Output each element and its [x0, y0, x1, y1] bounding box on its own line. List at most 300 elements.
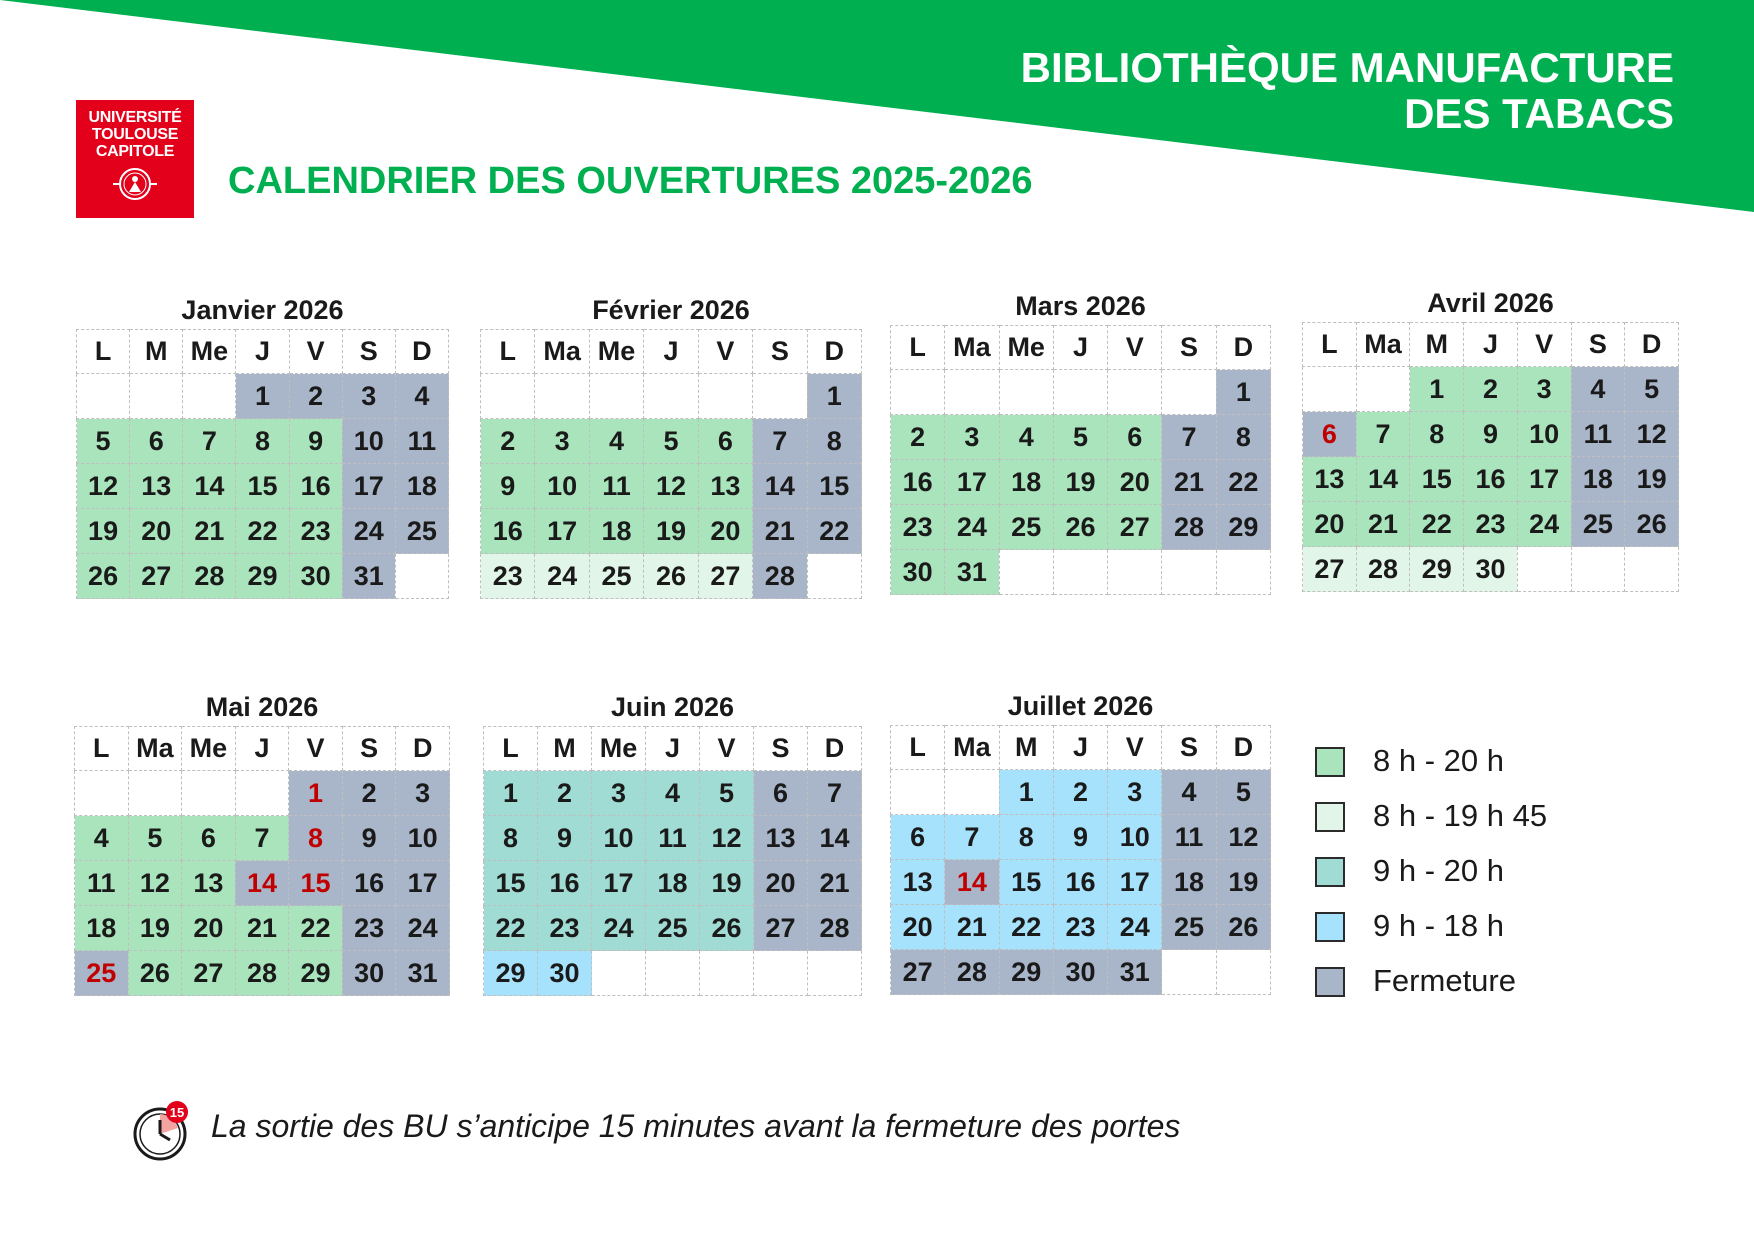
- weekday-header: V: [698, 330, 752, 374]
- day-cell: 20: [891, 905, 945, 950]
- legend-swatch: [1315, 802, 1345, 832]
- weekday-header: S: [754, 727, 808, 771]
- day-cell: 26: [1216, 905, 1270, 950]
- day-cell: 29: [1410, 547, 1464, 592]
- calendar-grid: [76, 329, 449, 599]
- weekday-header: D: [1625, 323, 1679, 367]
- day-cell: 7: [945, 815, 999, 860]
- day-cell: 23: [1464, 502, 1518, 547]
- empty-day-cell: [183, 374, 236, 419]
- day-cell: 31: [396, 951, 450, 996]
- day-cell: 18: [395, 464, 448, 509]
- logo-text-line2: TOULOUSE: [91, 126, 179, 143]
- day-cell: 9: [538, 816, 592, 861]
- day-cell: 27: [1108, 505, 1162, 550]
- day-cell: 30: [289, 554, 342, 599]
- day-cell: 30: [1464, 547, 1518, 592]
- day-cell: 12: [1625, 412, 1679, 457]
- day-cell: 27: [698, 554, 752, 599]
- day-cell: 3: [1517, 367, 1571, 412]
- weekday-header: M: [538, 727, 592, 771]
- weekday-header-row: [481, 330, 862, 374]
- day-cell: 26: [128, 951, 182, 996]
- weekday-header: L: [891, 326, 945, 370]
- day-cell: 8: [484, 816, 538, 861]
- day-cell: 12: [128, 861, 182, 906]
- day-cell: 19: [77, 509, 130, 554]
- week-row: [481, 374, 862, 419]
- day-cell: 9: [289, 419, 342, 464]
- weekday-header: V: [289, 727, 343, 771]
- weekday-header: L: [77, 330, 130, 374]
- day-cell: 2: [1053, 770, 1107, 815]
- day-cell: 6: [130, 419, 183, 464]
- week-row: [75, 771, 450, 816]
- day-cell: 1: [807, 374, 861, 419]
- week-row: [891, 815, 1271, 860]
- day-cell: 2: [342, 771, 396, 816]
- day-cell: 28: [753, 554, 807, 599]
- day-cell: 6: [754, 771, 808, 816]
- day-cell: 10: [535, 464, 589, 509]
- week-row: [77, 374, 449, 419]
- weekday-header: V: [1108, 726, 1162, 770]
- weekday-header: D: [1216, 326, 1270, 370]
- weekday-header: L: [891, 726, 945, 770]
- week-row: [481, 464, 862, 509]
- day-cell: 6: [698, 419, 752, 464]
- weekday-header: V: [700, 727, 754, 771]
- day-cell: 22: [236, 509, 289, 554]
- day-cell: 2: [1464, 367, 1518, 412]
- legend-label: Fermeture: [1373, 963, 1516, 998]
- day-cell: 4: [1571, 367, 1625, 412]
- day-cell: 4: [589, 419, 643, 464]
- day-cell: 9: [1464, 412, 1518, 457]
- weekday-header: J: [1053, 326, 1107, 370]
- day-cell: 15: [999, 860, 1053, 905]
- weekday-header-row: [891, 726, 1271, 770]
- day-cell: 31: [342, 554, 395, 599]
- day-cell: 29: [484, 951, 538, 996]
- day-cell: 21: [183, 509, 236, 554]
- day-cell: 28: [183, 554, 236, 599]
- day-cell: 18: [75, 906, 129, 951]
- day-cell: 29: [289, 951, 343, 996]
- weekday-header-row: [1303, 323, 1679, 367]
- weekday-header: V: [289, 330, 342, 374]
- day-cell: 8: [1216, 415, 1270, 460]
- day-cell: 26: [77, 554, 130, 599]
- empty-day-cell: [1356, 367, 1410, 412]
- empty-day-cell: [1162, 550, 1216, 595]
- day-cell: 18: [589, 509, 643, 554]
- empty-day-cell: [535, 374, 589, 419]
- day-cell: 23: [289, 509, 342, 554]
- day-cell: 24: [396, 906, 450, 951]
- day-cell: 18: [646, 861, 700, 906]
- day-cell: 20: [698, 509, 752, 554]
- weekday-header: M: [999, 726, 1053, 770]
- day-cell: 22: [1410, 502, 1464, 547]
- day-cell: 29: [1216, 505, 1270, 550]
- day-cell: 28: [235, 951, 289, 996]
- legend-label: 8 h - 20 h: [1373, 743, 1504, 778]
- day-cell: 25: [999, 505, 1053, 550]
- empty-day-cell: [592, 951, 646, 996]
- week-row: [891, 950, 1271, 995]
- weekday-header: Me: [589, 330, 643, 374]
- week-row: [1303, 412, 1679, 457]
- day-cell: 23: [342, 906, 396, 951]
- month-title: Mars 2026: [1015, 291, 1146, 321]
- month-january: [76, 291, 449, 599]
- day-cell: 23: [891, 505, 945, 550]
- day-cell: 19: [644, 509, 698, 554]
- empty-day-cell: [999, 370, 1053, 415]
- week-row: [891, 860, 1271, 905]
- weekday-header: D: [395, 330, 448, 374]
- day-cell: 12: [77, 464, 130, 509]
- day-cell: 22: [484, 906, 538, 951]
- day-cell: 3: [1108, 770, 1162, 815]
- day-cell: 23: [1053, 905, 1107, 950]
- week-row: [75, 861, 450, 906]
- weekday-header: Ma: [1356, 323, 1410, 367]
- empty-day-cell: [1517, 547, 1571, 592]
- calendar-grid: [890, 325, 1271, 595]
- weekday-header: L: [484, 727, 538, 771]
- empty-day-cell: [753, 374, 807, 419]
- day-cell: 20: [1303, 502, 1357, 547]
- empty-day-cell: [945, 770, 999, 815]
- day-cell: 24: [592, 906, 646, 951]
- legend-swatch: [1315, 967, 1345, 997]
- weekday-header: S: [1571, 323, 1625, 367]
- day-cell: 24: [535, 554, 589, 599]
- empty-day-cell: [807, 554, 861, 599]
- day-cell: 19: [1216, 860, 1270, 905]
- day-cell: 21: [1356, 502, 1410, 547]
- day-cell: 4: [75, 816, 129, 861]
- month-june: [483, 688, 862, 996]
- day-cell: 11: [395, 419, 448, 464]
- empty-day-cell: [1053, 550, 1107, 595]
- day-cell: 6: [1108, 415, 1162, 460]
- day-cell: 5: [1625, 367, 1679, 412]
- day-cell: 1: [289, 771, 343, 816]
- day-cell: 14: [753, 464, 807, 509]
- day-cell: 7: [235, 816, 289, 861]
- day-cell: 8: [999, 815, 1053, 860]
- week-row: [484, 816, 862, 861]
- empty-day-cell: [1216, 550, 1270, 595]
- week-row: [484, 771, 862, 816]
- weekday-header-row: [75, 727, 450, 771]
- empty-day-cell: [999, 550, 1053, 595]
- day-cell: 13: [754, 816, 808, 861]
- week-row: [75, 906, 450, 951]
- day-cell: 20: [182, 906, 236, 951]
- weekday-header: J: [1464, 323, 1518, 367]
- day-cell: 5: [1216, 770, 1270, 815]
- day-cell: 21: [235, 906, 289, 951]
- calendar-grid: [1302, 322, 1679, 592]
- day-cell: 12: [700, 816, 754, 861]
- empty-day-cell: [1108, 550, 1162, 595]
- day-cell: 17: [592, 861, 646, 906]
- day-cell: 21: [753, 509, 807, 554]
- weekday-header: M: [1410, 323, 1464, 367]
- week-row: [891, 550, 1271, 595]
- empty-day-cell: [235, 771, 289, 816]
- day-cell: 4: [395, 374, 448, 419]
- clock-15-icon: [130, 1098, 194, 1162]
- weekday-header-row: [484, 727, 862, 771]
- day-cell: 26: [644, 554, 698, 599]
- library-name-line2: DES TABACS: [1404, 90, 1674, 137]
- weekday-header: J: [235, 727, 289, 771]
- day-cell: 31: [1108, 950, 1162, 995]
- day-cell: 25: [75, 951, 129, 996]
- weekday-header: V: [1108, 326, 1162, 370]
- day-cell: 15: [484, 861, 538, 906]
- day-cell: 25: [1162, 905, 1216, 950]
- day-cell: 15: [236, 464, 289, 509]
- day-cell: 20: [1108, 460, 1162, 505]
- weekday-header: D: [396, 727, 450, 771]
- month-april: [1302, 284, 1679, 592]
- weekday-header: D: [1216, 726, 1270, 770]
- week-row: [481, 554, 862, 599]
- day-cell: 26: [1625, 502, 1679, 547]
- weekday-header: L: [1303, 323, 1357, 367]
- weekday-header: L: [481, 330, 535, 374]
- day-cell: 10: [1517, 412, 1571, 457]
- empty-day-cell: [182, 771, 236, 816]
- empty-day-cell: [395, 554, 448, 599]
- empty-day-cell: [75, 771, 129, 816]
- day-cell: 14: [183, 464, 236, 509]
- day-cell: 13: [891, 860, 945, 905]
- day-cell: 17: [1517, 457, 1571, 502]
- weekday-header: Me: [182, 727, 236, 771]
- day-cell: 6: [891, 815, 945, 860]
- day-cell: 17: [535, 509, 589, 554]
- library-name-line1: BIBLIOTHÈQUE MANUFACTURE: [1020, 44, 1674, 91]
- day-cell: 13: [698, 464, 752, 509]
- day-cell: 5: [128, 816, 182, 861]
- day-cell: 19: [1625, 457, 1679, 502]
- day-cell: 29: [236, 554, 289, 599]
- day-cell: 4: [999, 415, 1053, 460]
- day-cell: 28: [1356, 547, 1410, 592]
- week-row: [77, 419, 449, 464]
- empty-day-cell: [891, 370, 945, 415]
- day-cell: 2: [538, 771, 592, 816]
- day-cell: 2: [289, 374, 342, 419]
- week-row: [1303, 547, 1679, 592]
- day-cell: 30: [891, 550, 945, 595]
- page-title: CALENDRIER DES OUVERTURES 2025-2026: [228, 160, 1033, 202]
- day-cell: 1: [1410, 367, 1464, 412]
- week-row: [891, 370, 1271, 415]
- day-cell: 24: [1108, 905, 1162, 950]
- day-cell: 31: [945, 550, 999, 595]
- clock-badge-number: 15: [169, 1105, 185, 1120]
- weekday-header: Ma: [128, 727, 182, 771]
- day-cell: 25: [1571, 502, 1625, 547]
- day-cell: 27: [130, 554, 183, 599]
- day-cell: 30: [538, 951, 592, 996]
- day-cell: 10: [342, 419, 395, 464]
- empty-day-cell: [481, 374, 535, 419]
- day-cell: 8: [236, 419, 289, 464]
- month-title: Mai 2026: [205, 692, 319, 722]
- day-cell: 16: [891, 460, 945, 505]
- week-row: [481, 509, 862, 554]
- day-cell: 22: [999, 905, 1053, 950]
- week-row: [1303, 502, 1679, 547]
- day-cell: 5: [1053, 415, 1107, 460]
- week-row: [77, 464, 449, 509]
- month-title: Janvier 2026: [181, 295, 344, 325]
- empty-day-cell: [945, 370, 999, 415]
- day-cell: 17: [396, 861, 450, 906]
- day-cell: 2: [891, 415, 945, 460]
- empty-day-cell: [1108, 370, 1162, 415]
- day-cell: 19: [128, 906, 182, 951]
- empty-day-cell: [646, 951, 700, 996]
- day-cell: 3: [342, 374, 395, 419]
- day-cell: 20: [130, 509, 183, 554]
- month-july: [890, 687, 1271, 995]
- day-cell: 28: [945, 950, 999, 995]
- empty-day-cell: [891, 770, 945, 815]
- calendar-grid: [74, 726, 450, 996]
- weekday-header: L: [75, 727, 129, 771]
- day-cell: 15: [807, 464, 861, 509]
- day-cell: 24: [342, 509, 395, 554]
- day-cell: 7: [753, 419, 807, 464]
- weekday-header: J: [1053, 726, 1107, 770]
- week-row: [891, 905, 1271, 950]
- day-cell: 27: [1303, 547, 1357, 592]
- legend-label: 9 h - 20 h: [1373, 853, 1504, 888]
- day-cell: 10: [1108, 815, 1162, 860]
- day-cell: 19: [1053, 460, 1107, 505]
- day-cell: 9: [481, 464, 535, 509]
- weekday-header: S: [753, 330, 807, 374]
- day-cell: 1: [999, 770, 1053, 815]
- day-cell: 15: [289, 861, 343, 906]
- day-cell: 25: [395, 509, 448, 554]
- day-cell: 16: [289, 464, 342, 509]
- week-row: [484, 861, 862, 906]
- empty-day-cell: [1216, 950, 1270, 995]
- day-cell: 5: [644, 419, 698, 464]
- day-cell: 21: [945, 905, 999, 950]
- day-cell: 1: [1216, 370, 1270, 415]
- calendar-grid: [890, 725, 1271, 995]
- month-february: [480, 291, 862, 599]
- day-cell: 22: [807, 509, 861, 554]
- day-cell: 11: [75, 861, 129, 906]
- day-cell: 26: [700, 906, 754, 951]
- day-cell: 14: [1356, 457, 1410, 502]
- day-cell: 17: [1108, 860, 1162, 905]
- day-cell: 11: [589, 464, 643, 509]
- day-cell: 4: [1162, 770, 1216, 815]
- day-cell: 7: [1356, 412, 1410, 457]
- day-cell: 21: [808, 861, 862, 906]
- day-cell: 6: [182, 816, 236, 861]
- weekday-header: S: [1162, 726, 1216, 770]
- empty-day-cell: [700, 951, 754, 996]
- weekday-header: S: [1162, 326, 1216, 370]
- week-row: [75, 951, 450, 996]
- day-cell: 5: [77, 419, 130, 464]
- day-cell: 11: [1571, 412, 1625, 457]
- week-row: [1303, 457, 1679, 502]
- week-row: [481, 419, 862, 464]
- weekday-header: V: [1517, 323, 1571, 367]
- day-cell: 14: [945, 860, 999, 905]
- day-cell: 8: [807, 419, 861, 464]
- day-cell: 20: [754, 861, 808, 906]
- footer-note: La sortie des BU s’anticipe 15 minutes avant la fermeture des portes: [211, 1108, 1181, 1144]
- weekday-header: D: [807, 330, 861, 374]
- weekday-header: Me: [592, 727, 646, 771]
- empty-day-cell: [808, 951, 862, 996]
- month-may: [74, 688, 450, 996]
- day-cell: 24: [1517, 502, 1571, 547]
- day-cell: 16: [538, 861, 592, 906]
- day-cell: 10: [396, 816, 450, 861]
- day-cell: 15: [1410, 457, 1464, 502]
- day-cell: 17: [342, 464, 395, 509]
- day-cell: 5: [700, 771, 754, 816]
- day-cell: 23: [481, 554, 535, 599]
- day-cell: 16: [481, 509, 535, 554]
- empty-day-cell: [1571, 547, 1625, 592]
- weekday-header: J: [644, 330, 698, 374]
- day-cell: 27: [754, 906, 808, 951]
- weekday-header: Me: [999, 326, 1053, 370]
- day-cell: 1: [484, 771, 538, 816]
- weekday-header-row: [891, 326, 1271, 370]
- week-row: [484, 951, 862, 996]
- month-march: [890, 287, 1271, 595]
- day-cell: 3: [592, 771, 646, 816]
- week-row: [891, 505, 1271, 550]
- day-cell: 18: [1571, 457, 1625, 502]
- weekday-header: S: [342, 330, 395, 374]
- day-cell: 27: [891, 950, 945, 995]
- day-cell: 3: [945, 415, 999, 460]
- weekday-header: Ma: [535, 330, 589, 374]
- empty-day-cell: [1162, 950, 1216, 995]
- day-cell: 18: [1162, 860, 1216, 905]
- day-cell: 13: [1303, 457, 1357, 502]
- day-cell: 9: [1053, 815, 1107, 860]
- day-cell: 4: [646, 771, 700, 816]
- day-cell: 13: [130, 464, 183, 509]
- logo-text-line3: CAPITOLE: [95, 143, 175, 160]
- legend-label: 8 h - 19 h 45: [1373, 798, 1548, 833]
- day-cell: 11: [1162, 815, 1216, 860]
- day-cell: 11: [646, 816, 700, 861]
